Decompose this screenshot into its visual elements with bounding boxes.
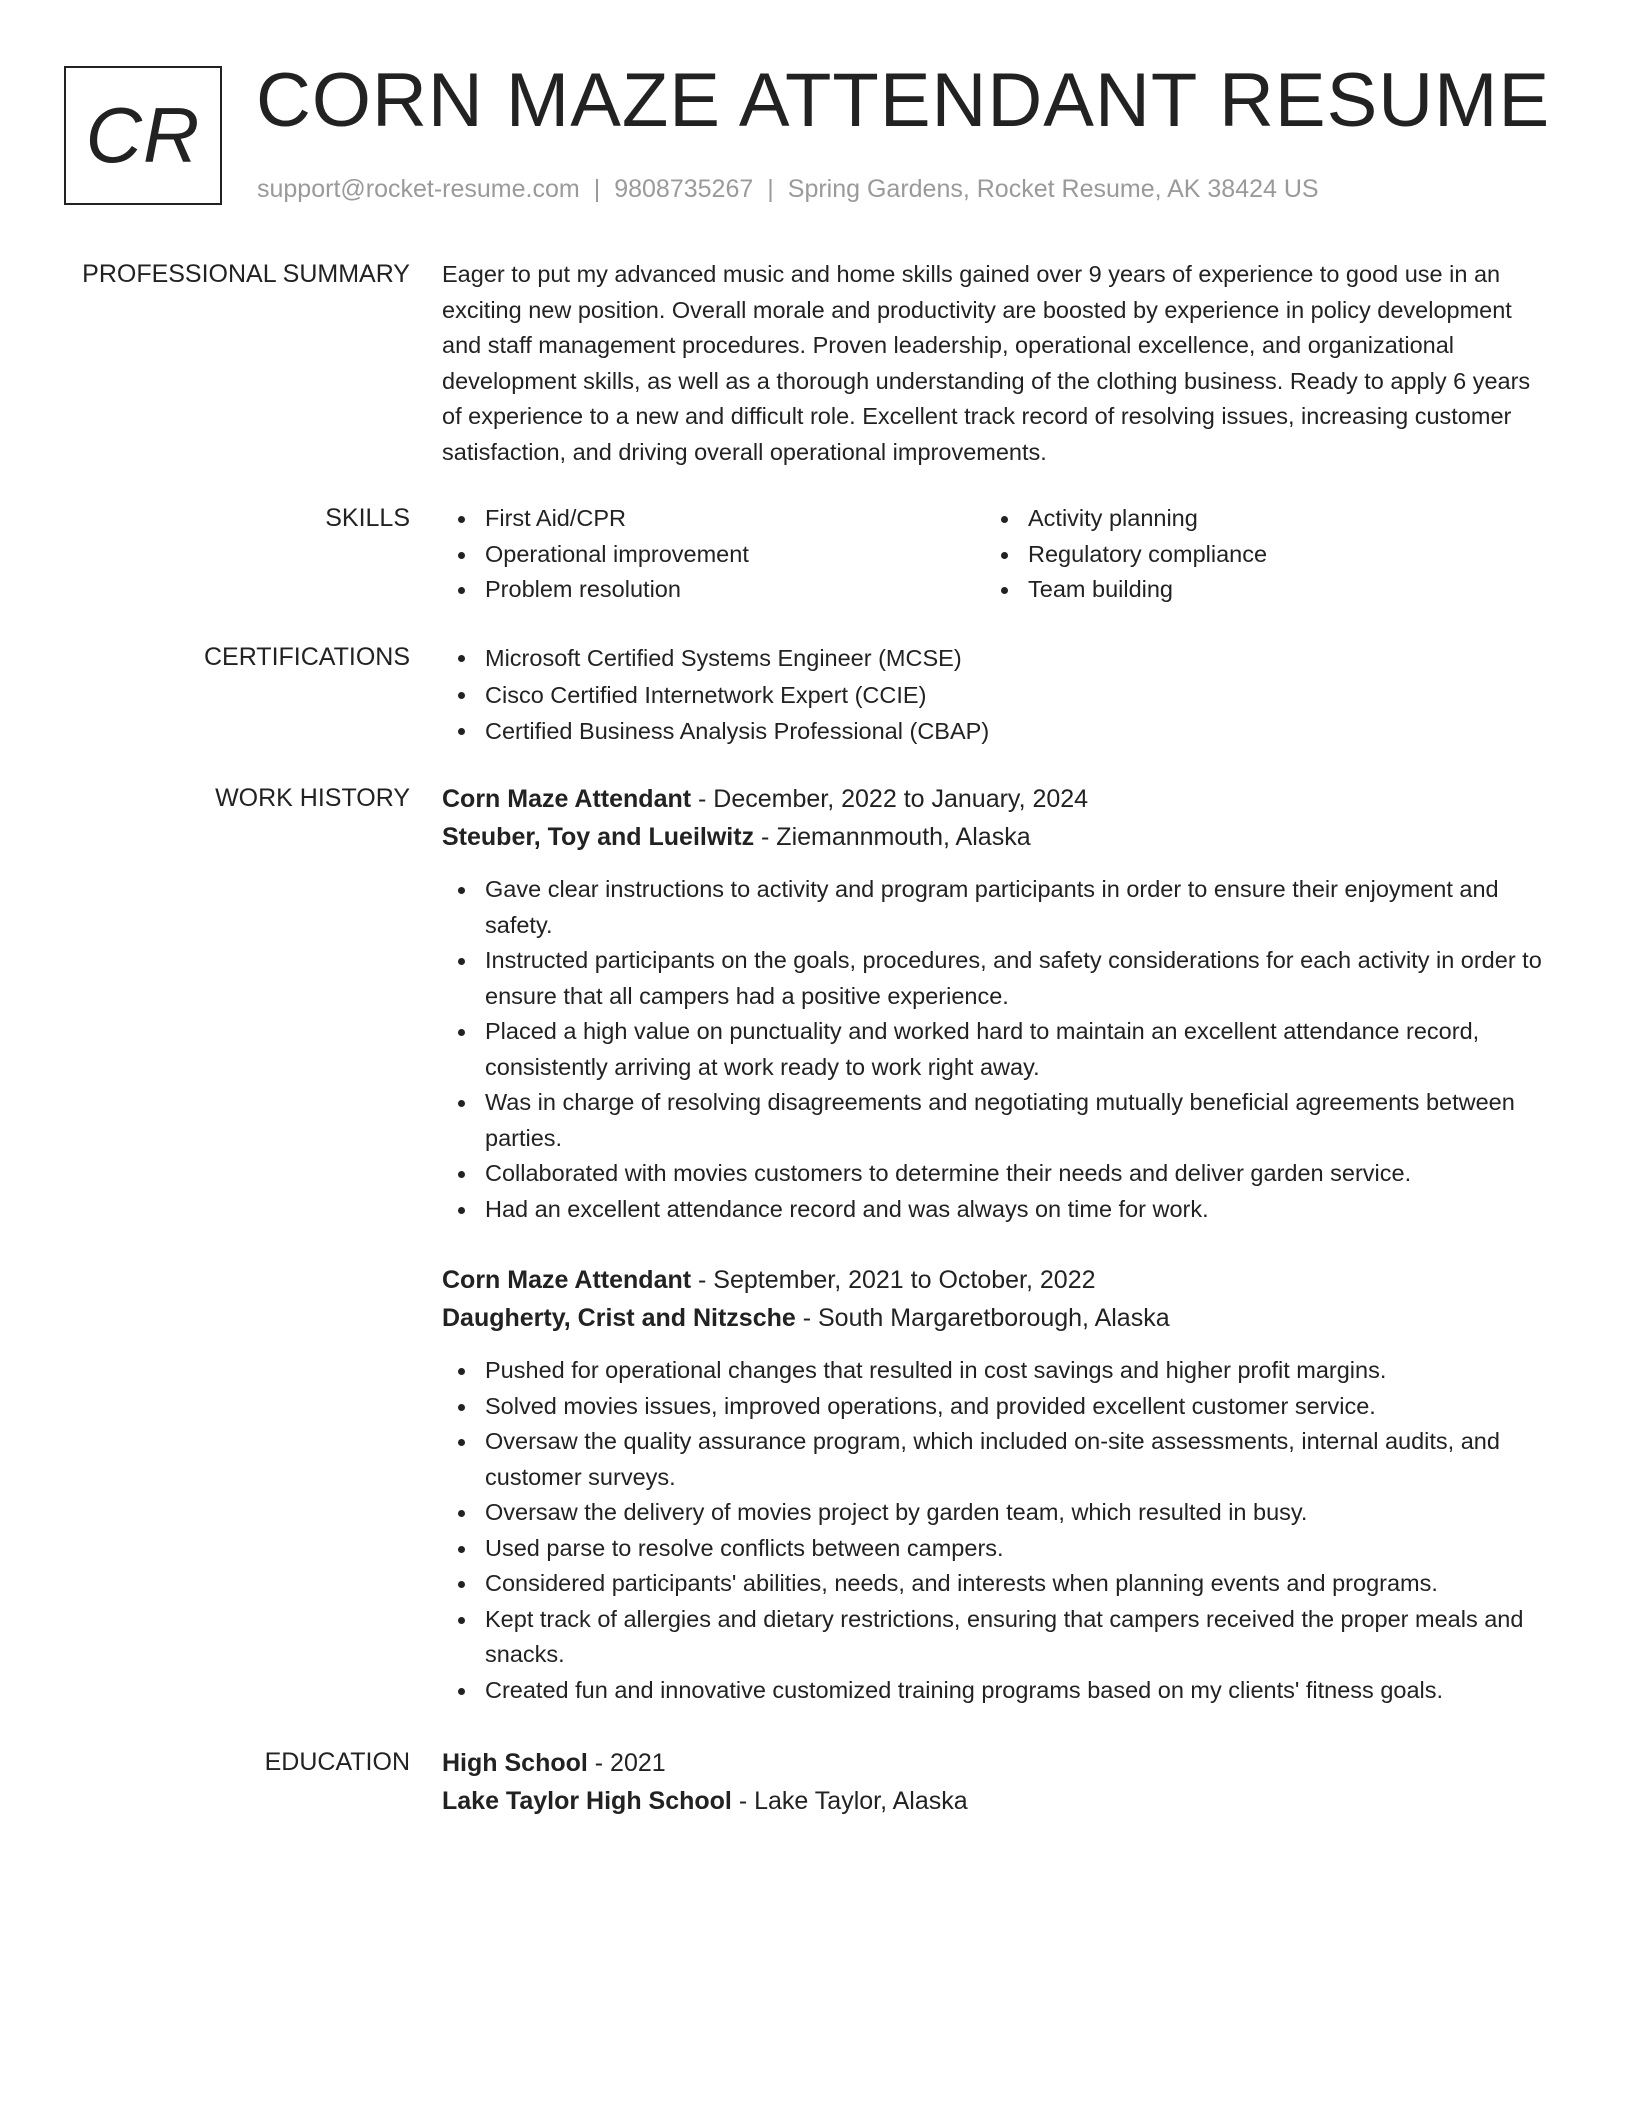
job-duty-item: Instructed participants on the goals, procedures, and safety considerations for each activity in order to ensure that all campers had a positive experience. <box>442 943 1542 1014</box>
section-label-summary: PROFESSIONAL SUMMARY <box>82 260 410 288</box>
job-company: Daugherty, Crist and Nitzsche <box>442 1304 796 1332</box>
job-company-line <box>442 1299 1542 1337</box>
job-duty-item: Considered participants' abilities, needs, and interests when planning events and programs. <box>442 1566 1542 1602</box>
section-label-skills: SKILLS <box>325 504 410 532</box>
job-duty-item: Oversaw the delivery of movies project by garden team, which resulted in busy. <box>442 1495 1542 1531</box>
education-entry <box>442 1744 1542 1820</box>
job-duty-item: Collaborated with movies customers to determine their needs and deliver garden service. <box>442 1156 1542 1192</box>
job-duties <box>442 872 1542 1227</box>
education-degree-line <box>442 1744 1542 1782</box>
education-school-line <box>442 1782 1542 1820</box>
job-title-line <box>442 1261 1542 1299</box>
skill-item: Problem resolution <box>442 572 985 608</box>
contact-separator: | <box>593 175 601 203</box>
job-entry <box>442 780 1542 1227</box>
job-duty-item: Used parse to resolve conflicts between campers. <box>442 1531 1542 1567</box>
job-duty-item: Was in charge of resolving disagreements and negotiating mutually beneficial agreements between parties. <box>442 1085 1542 1156</box>
skill-item: Activity planning <box>985 501 1528 537</box>
job-duties <box>442 1353 1542 1708</box>
job-duty-item: Pushed for operational changes that resulted in cost savings and higher profit margins. <box>442 1353 1542 1389</box>
education-year: - 2021 <box>587 1749 666 1777</box>
monogram-initials: CR <box>85 91 201 179</box>
job-dates: - December, 2022 to January, 2024 <box>691 785 1089 813</box>
certification-item: Cisco Certified Internetwork Expert (CCIE) <box>442 677 1542 714</box>
job-duty-item: Solved movies issues, improved operations, and provided excellent customer service. <box>442 1389 1542 1425</box>
certifications-list <box>442 640 1542 750</box>
job-location: - Ziemannmouth, Alaska <box>754 823 1031 851</box>
summary-text: Eager to put my advanced music and home skills gained over 9 years of experience to good use in an exciting new position. Overall morale and productivity are boosted by experience in policy development and staff management procedures. Proven leadership, operational excellence, and organizational development skills, as well as a thorough understanding of the clothing business. Ready to apply 6 years of experience to a new and difficult role. Excellent track record of resolving issues, increasing customer satisfaction, and driving overall operational improvements. <box>442 261 1531 465</box>
skill-item: Team building <box>985 572 1528 608</box>
job-dates: - September, 2021 to October, 2022 <box>691 1266 1096 1294</box>
job-title-line <box>442 780 1542 818</box>
skills-column-right <box>985 501 1528 608</box>
job-duty-item: Kept track of allergies and dietary restrictions, ensuring that campers received the proper meals and snacks. <box>442 1602 1542 1673</box>
job-company: Steuber, Toy and Lueilwitz <box>442 823 755 851</box>
education-location: - Lake Taylor, Alaska <box>731 1787 968 1815</box>
job-duty-item: Placed a high value on punctuality and worked hard to maintain an excellent attendance record, consistently arriving at work ready to work right away. <box>442 1014 1542 1085</box>
job-company-line <box>442 818 1542 856</box>
job-duty-item: Created fun and innovative customized training programs based on my clients' fitness goals. <box>442 1673 1542 1709</box>
contact-separator: | <box>767 175 774 203</box>
section-label-certifications: CERTIFICATIONS <box>203 643 410 671</box>
contact-phone: 9808735267 <box>614 175 754 203</box>
skills-column-left <box>442 501 985 608</box>
section-label-work-history: WORK HISTORY <box>215 784 410 812</box>
job-duty-item: Had an excellent attendance record and was always on time for work. <box>442 1192 1542 1228</box>
skill-item: Operational improvement <box>442 537 985 573</box>
education-school: Lake Taylor High School <box>442 1787 732 1815</box>
certification-item: Microsoft Certified Systems Engineer (MCSE) <box>442 640 1542 677</box>
section-label-education: EDUCATION <box>264 1748 410 1776</box>
skill-item: Regulatory compliance <box>985 537 1528 573</box>
contact-email: support@rocket-resume.com <box>257 175 580 203</box>
contact-line <box>257 172 1319 206</box>
certification-item: Certified Business Analysis Professional (CBAP) <box>442 713 1542 750</box>
education-degree: High School <box>442 1749 588 1777</box>
job-duty-item: Oversaw the quality assurance program, which included on-site assessments, internal audits, and customer surveys. <box>442 1424 1542 1495</box>
monogram-box <box>64 66 222 205</box>
resume-title: CORN MAZE ATTENDANT RESUME <box>256 58 1551 143</box>
skills-list <box>442 501 1542 608</box>
job-title: Corn Maze Attendant <box>442 1266 692 1294</box>
job-duty-item: Gave clear instructions to activity and program participants in order to ensure their enjoyment and safety. <box>442 872 1542 943</box>
contact-address: Spring Gardens, Rocket Resume, AK 38424 US <box>787 175 1319 203</box>
skill-item: First Aid/CPR <box>442 501 985 537</box>
job-location: - South Margaretborough, Alaska <box>795 1304 1170 1332</box>
job-title: Corn Maze Attendant <box>442 785 692 813</box>
job-entry <box>442 1261 1542 1708</box>
